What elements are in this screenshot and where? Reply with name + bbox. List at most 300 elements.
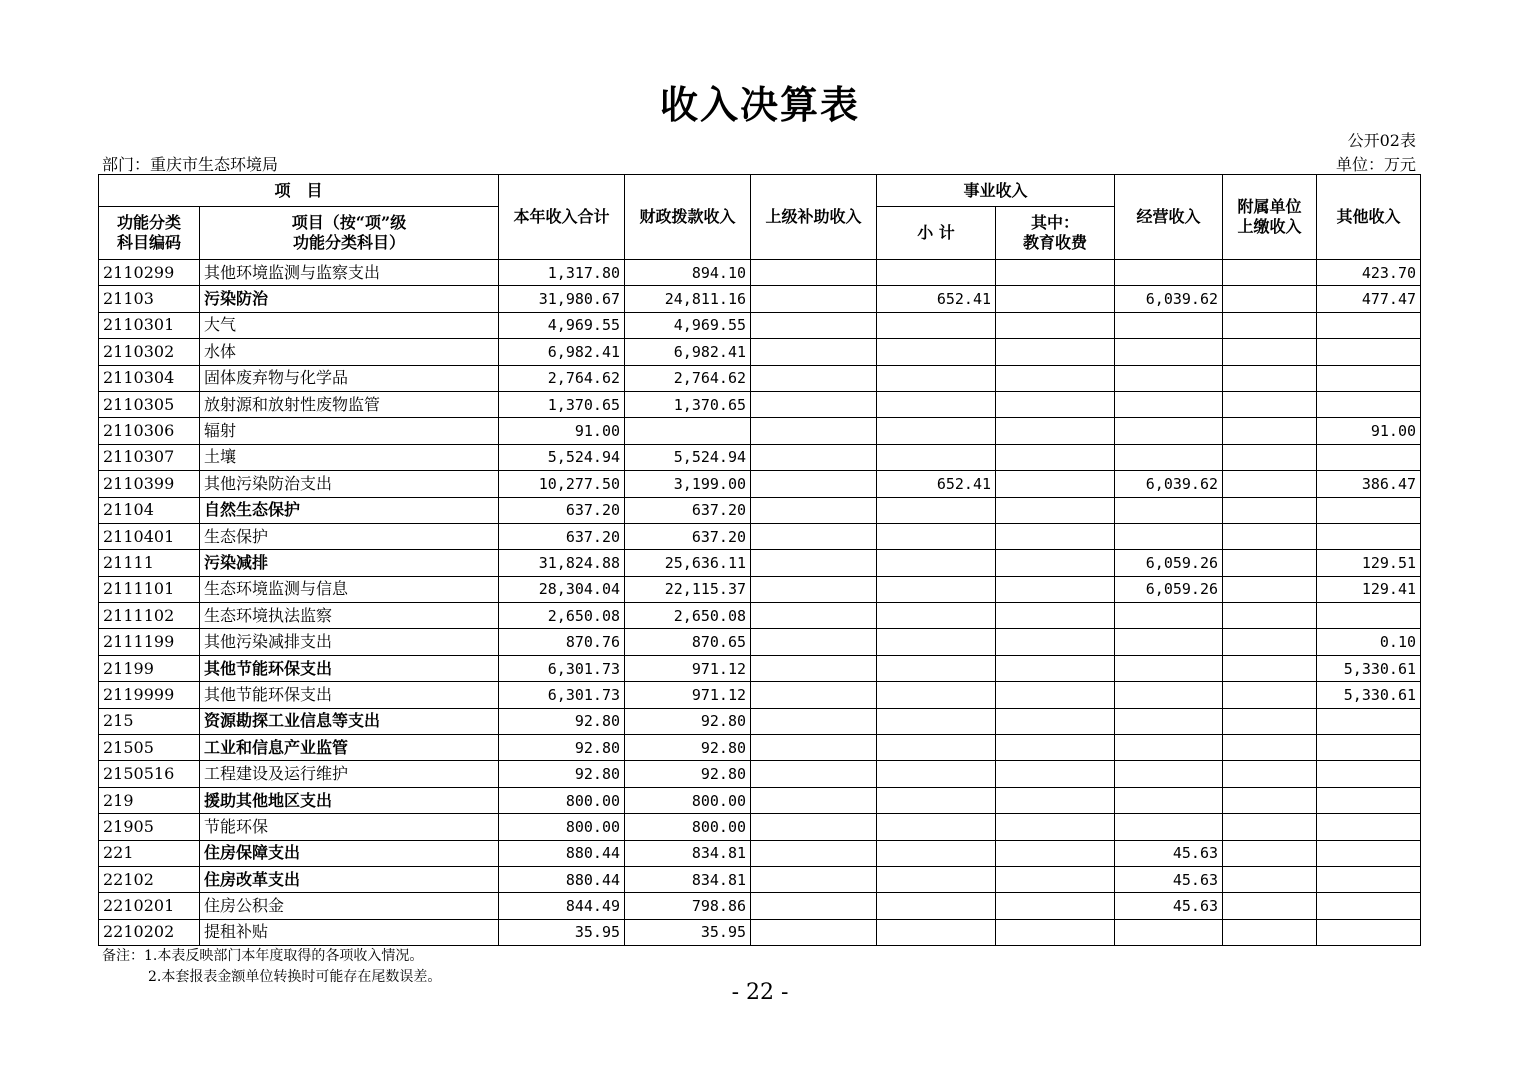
page-number: - 22 - xyxy=(731,980,789,1005)
cell-business: 45.63 xyxy=(1115,893,1223,919)
cell-subtotal xyxy=(877,391,996,417)
cell-code: 21505 xyxy=(99,735,200,761)
cell-superior xyxy=(751,655,877,681)
cell-name: 生态环境执法监察 xyxy=(200,603,499,629)
cell-other xyxy=(1317,787,1421,813)
cell-business xyxy=(1115,603,1223,629)
cell-edu-fee xyxy=(996,629,1115,655)
cell-edu-fee xyxy=(996,312,1115,338)
cell-name: 其他节能环保支出 xyxy=(200,682,499,708)
cell-superior xyxy=(751,523,877,549)
cell-fiscal: 971.12 xyxy=(625,682,751,708)
cell-total: 637.20 xyxy=(499,497,625,523)
cell-other: 477.47 xyxy=(1317,286,1421,312)
cell-name: 住房保障支出 xyxy=(200,840,499,866)
cell-total: 6,982.41 xyxy=(499,339,625,365)
table-row xyxy=(99,471,1421,497)
cell-other: 5,330.61 xyxy=(1317,655,1421,681)
cell-name: 援助其他地区支出 xyxy=(200,787,499,813)
table-row xyxy=(99,893,1421,919)
cell-name: 土壤 xyxy=(200,444,499,470)
cell-affiliated xyxy=(1223,391,1317,417)
cell-superior xyxy=(751,365,877,391)
cell-code: 2110302 xyxy=(99,339,200,365)
cell-superior xyxy=(751,761,877,787)
cell-code: 21103 xyxy=(99,286,200,312)
cell-superior xyxy=(751,893,877,919)
table-row xyxy=(99,682,1421,708)
cell-total: 6,301.73 xyxy=(499,655,625,681)
cell-other xyxy=(1317,497,1421,523)
cell-fiscal: 92.80 xyxy=(625,735,751,761)
table-row xyxy=(99,708,1421,734)
cell-name: 辐射 xyxy=(200,418,499,444)
cell-affiliated xyxy=(1223,919,1317,945)
header-func-code: 功能分类 科目编码 xyxy=(99,207,200,260)
cell-subtotal xyxy=(877,550,996,576)
table-row xyxy=(99,312,1421,338)
cell-code: 2110305 xyxy=(99,391,200,417)
cell-subtotal xyxy=(877,735,996,761)
cell-other xyxy=(1317,391,1421,417)
cell-edu-fee xyxy=(996,893,1115,919)
cell-total: 2,650.08 xyxy=(499,603,625,629)
cell-edu-fee xyxy=(996,735,1115,761)
header-other: 其他收入 xyxy=(1317,175,1421,260)
cell-code: 2119999 xyxy=(99,682,200,708)
cell-code: 22102 xyxy=(99,866,200,892)
cell-edu-fee xyxy=(996,339,1115,365)
cell-edu-fee xyxy=(996,840,1115,866)
cell-total: 5,524.94 xyxy=(499,444,625,470)
cell-fiscal: 971.12 xyxy=(625,655,751,681)
cell-business xyxy=(1115,735,1223,761)
cell-total: 800.00 xyxy=(499,814,625,840)
cell-edu-fee xyxy=(996,365,1115,391)
cell-superior xyxy=(751,787,877,813)
cell-name: 其他污染防治支出 xyxy=(200,471,499,497)
cell-code: 21905 xyxy=(99,814,200,840)
cell-fiscal: 2,650.08 xyxy=(625,603,751,629)
cell-total: 31,824.88 xyxy=(499,550,625,576)
cell-name: 污染减排 xyxy=(200,550,499,576)
cell-edu-fee xyxy=(996,814,1115,840)
cell-fiscal: 5,524.94 xyxy=(625,444,751,470)
cell-name: 住房公积金 xyxy=(200,893,499,919)
cell-business: 6,039.62 xyxy=(1115,471,1223,497)
cell-total: 844.49 xyxy=(499,893,625,919)
cell-superior xyxy=(751,576,877,602)
cell-name: 生态环境监测与信息 xyxy=(200,576,499,602)
cell-affiliated xyxy=(1223,787,1317,813)
cell-edu-fee xyxy=(996,286,1115,312)
cell-affiliated xyxy=(1223,603,1317,629)
cell-name: 固体废弃物与化学品 xyxy=(200,365,499,391)
cell-superior xyxy=(751,814,877,840)
cell-edu-fee xyxy=(996,708,1115,734)
cell-affiliated xyxy=(1223,286,1317,312)
table-row xyxy=(99,339,1421,365)
cell-edu-fee xyxy=(996,260,1115,286)
cell-affiliated xyxy=(1223,629,1317,655)
cell-edu-fee xyxy=(996,550,1115,576)
cell-subtotal xyxy=(877,866,996,892)
cell-superior xyxy=(751,919,877,945)
cell-name: 提租补贴 xyxy=(200,919,499,945)
cell-total: 880.44 xyxy=(499,840,625,866)
cell-business xyxy=(1115,814,1223,840)
cell-superior xyxy=(751,286,877,312)
cell-code: 2111199 xyxy=(99,629,200,655)
cell-other xyxy=(1317,603,1421,629)
cell-edu-fee xyxy=(996,444,1115,470)
cell-code: 2110301 xyxy=(99,312,200,338)
cell-total: 880.44 xyxy=(499,866,625,892)
cell-name: 其他节能环保支出 xyxy=(200,655,499,681)
form-code: 公开02表 xyxy=(1347,131,1416,150)
cell-name: 其他污染减排支出 xyxy=(200,629,499,655)
cell-affiliated xyxy=(1223,682,1317,708)
cell-name: 节能环保 xyxy=(200,814,499,840)
header-superior: 上级补助收入 xyxy=(751,175,877,260)
cell-other xyxy=(1317,708,1421,734)
cell-affiliated xyxy=(1223,339,1317,365)
cell-code: 2210201 xyxy=(99,893,200,919)
cell-superior xyxy=(751,708,877,734)
cell-other: 386.47 xyxy=(1317,471,1421,497)
cell-superior xyxy=(751,444,877,470)
cell-subtotal xyxy=(877,629,996,655)
cell-total: 637.20 xyxy=(499,523,625,549)
table-row xyxy=(99,787,1421,813)
page-title: 收入决算表 xyxy=(659,82,860,127)
cell-affiliated xyxy=(1223,893,1317,919)
cell-other: 0.10 xyxy=(1317,629,1421,655)
cell-edu-fee xyxy=(996,682,1115,708)
cell-fiscal: 798.86 xyxy=(625,893,751,919)
cell-total: 92.80 xyxy=(499,735,625,761)
cell-business xyxy=(1115,418,1223,444)
cell-other xyxy=(1317,866,1421,892)
cell-superior xyxy=(751,312,877,338)
cell-other xyxy=(1317,735,1421,761)
cell-edu-fee xyxy=(996,787,1115,813)
cell-other xyxy=(1317,312,1421,338)
cell-code: 221 xyxy=(99,840,200,866)
cell-fiscal: 894.10 xyxy=(625,260,751,286)
cell-name: 生态保护 xyxy=(200,523,499,549)
cell-affiliated xyxy=(1223,840,1317,866)
cell-edu-fee xyxy=(996,418,1115,444)
header-subtotal: 小 计 xyxy=(877,207,996,260)
cell-subtotal xyxy=(877,787,996,813)
cell-code: 2111101 xyxy=(99,576,200,602)
header-edu-fee: 其中： 教育收费 xyxy=(996,207,1115,260)
cell-superior xyxy=(751,471,877,497)
table-row xyxy=(99,365,1421,391)
cell-code: 215 xyxy=(99,708,200,734)
table-row xyxy=(99,735,1421,761)
cell-affiliated xyxy=(1223,260,1317,286)
cell-edu-fee xyxy=(996,497,1115,523)
table-row xyxy=(99,576,1421,602)
cell-code: 21111 xyxy=(99,550,200,576)
cell-edu-fee xyxy=(996,523,1115,549)
cell-business: 6,039.62 xyxy=(1115,286,1223,312)
cell-superior xyxy=(751,603,877,629)
table-row xyxy=(99,761,1421,787)
cell-edu-fee xyxy=(996,603,1115,629)
header-career: 事业收入 xyxy=(877,175,1115,207)
cell-edu-fee xyxy=(996,655,1115,681)
cell-fiscal: 6,982.41 xyxy=(625,339,751,365)
cell-affiliated xyxy=(1223,523,1317,549)
cell-business xyxy=(1115,655,1223,681)
cell-affiliated xyxy=(1223,497,1317,523)
cell-edu-fee xyxy=(996,761,1115,787)
table-row xyxy=(99,550,1421,576)
cell-affiliated xyxy=(1223,471,1317,497)
cell-business xyxy=(1115,497,1223,523)
note-1: 备注：1.本表反映部门本年度取得的各项收入情况。 xyxy=(102,948,424,964)
cell-code: 2110304 xyxy=(99,365,200,391)
cell-affiliated xyxy=(1223,550,1317,576)
cell-total: 870.76 xyxy=(499,629,625,655)
cell-name: 自然生态保护 xyxy=(200,497,499,523)
cell-other: 129.41 xyxy=(1317,576,1421,602)
table-row xyxy=(99,391,1421,417)
cell-total: 6,301.73 xyxy=(499,682,625,708)
cell-other xyxy=(1317,840,1421,866)
cell-other xyxy=(1317,444,1421,470)
cell-affiliated xyxy=(1223,814,1317,840)
cell-code: 21199 xyxy=(99,655,200,681)
cell-affiliated xyxy=(1223,312,1317,338)
cell-subtotal xyxy=(877,840,996,866)
cell-fiscal: 25,636.11 xyxy=(625,550,751,576)
cell-code: 2110399 xyxy=(99,471,200,497)
table-row xyxy=(99,603,1421,629)
table-row xyxy=(99,497,1421,523)
cell-subtotal xyxy=(877,365,996,391)
cell-fiscal: 637.20 xyxy=(625,523,751,549)
cell-total: 1,317.80 xyxy=(499,260,625,286)
table-row xyxy=(99,629,1421,655)
cell-subtotal xyxy=(877,919,996,945)
cell-superior xyxy=(751,391,877,417)
cell-superior xyxy=(751,682,877,708)
table-row xyxy=(99,260,1421,286)
cell-affiliated xyxy=(1223,365,1317,391)
table-row xyxy=(99,523,1421,549)
cell-code: 21104 xyxy=(99,497,200,523)
cell-code: 219 xyxy=(99,787,200,813)
department-label: 部门：重庆市生态环境局 xyxy=(102,155,279,174)
table-row xyxy=(99,919,1421,945)
cell-subtotal xyxy=(877,523,996,549)
header-total: 本年收入合计 xyxy=(499,175,625,260)
cell-other xyxy=(1317,814,1421,840)
cell-superior xyxy=(751,260,877,286)
cell-fiscal: 24,811.16 xyxy=(625,286,751,312)
cell-fiscal: 800.00 xyxy=(625,787,751,813)
cell-fiscal: 834.81 xyxy=(625,840,751,866)
cell-name: 工程建设及运行维护 xyxy=(200,761,499,787)
cell-total: 800.00 xyxy=(499,787,625,813)
cell-name: 其他环境监测与监察支出 xyxy=(200,260,499,286)
cell-total: 28,304.04 xyxy=(499,576,625,602)
cell-edu-fee xyxy=(996,866,1115,892)
cell-other xyxy=(1317,339,1421,365)
cell-business: 45.63 xyxy=(1115,866,1223,892)
cell-fiscal: 870.65 xyxy=(625,629,751,655)
cell-total: 92.80 xyxy=(499,761,625,787)
cell-subtotal xyxy=(877,655,996,681)
cell-edu-fee xyxy=(996,919,1115,945)
cell-fiscal xyxy=(625,418,751,444)
table-row xyxy=(99,655,1421,681)
cell-other xyxy=(1317,919,1421,945)
note-2: 2.本套报表金额单位转换时可能存在尾数误差。 xyxy=(148,969,442,985)
cell-subtotal xyxy=(877,260,996,286)
cell-code: 2110401 xyxy=(99,523,200,549)
cell-superior xyxy=(751,629,877,655)
table-row xyxy=(99,866,1421,892)
cell-code: 2110307 xyxy=(99,444,200,470)
cell-fiscal: 4,969.55 xyxy=(625,312,751,338)
cell-fiscal: 800.00 xyxy=(625,814,751,840)
cell-superior xyxy=(751,840,877,866)
cell-superior xyxy=(751,339,877,365)
cell-business: 6,059.26 xyxy=(1115,550,1223,576)
cell-business xyxy=(1115,312,1223,338)
cell-code: 2110306 xyxy=(99,418,200,444)
cell-fiscal: 92.80 xyxy=(625,761,751,787)
unit-label: 单位：万元 xyxy=(1335,155,1416,174)
cell-total: 1,370.65 xyxy=(499,391,625,417)
cell-name: 大气 xyxy=(200,312,499,338)
cell-total: 92.80 xyxy=(499,708,625,734)
cell-other: 129.51 xyxy=(1317,550,1421,576)
income-table xyxy=(98,174,1421,946)
cell-affiliated xyxy=(1223,418,1317,444)
cell-business xyxy=(1115,761,1223,787)
header-item-name: 项目（按“项”级 功能分类科目） xyxy=(200,207,499,260)
header-business: 经营收入 xyxy=(1115,175,1223,260)
cell-affiliated xyxy=(1223,866,1317,892)
cell-subtotal xyxy=(877,761,996,787)
cell-name: 工业和信息产业监管 xyxy=(200,735,499,761)
cell-business xyxy=(1115,787,1223,813)
cell-affiliated xyxy=(1223,708,1317,734)
cell-superior xyxy=(751,418,877,444)
cell-business xyxy=(1115,444,1223,470)
cell-name: 水体 xyxy=(200,339,499,365)
cell-subtotal: 652.41 xyxy=(877,286,996,312)
cell-business xyxy=(1115,365,1223,391)
cell-name: 资源勘探工业信息等支出 xyxy=(200,708,499,734)
cell-subtotal xyxy=(877,339,996,365)
table-row xyxy=(99,418,1421,444)
cell-affiliated xyxy=(1223,576,1317,602)
table-row xyxy=(99,444,1421,470)
cell-other xyxy=(1317,893,1421,919)
cell-superior xyxy=(751,550,877,576)
table-row xyxy=(99,814,1421,840)
table-body xyxy=(99,260,1421,946)
cell-fiscal: 2,764.62 xyxy=(625,365,751,391)
cell-business xyxy=(1115,523,1223,549)
cell-other xyxy=(1317,761,1421,787)
cell-edu-fee xyxy=(996,471,1115,497)
cell-fiscal: 1,370.65 xyxy=(625,391,751,417)
cell-code: 2110299 xyxy=(99,260,200,286)
cell-name: 放射源和放射性废物监管 xyxy=(200,391,499,417)
cell-fiscal: 35.95 xyxy=(625,919,751,945)
cell-total: 4,969.55 xyxy=(499,312,625,338)
cell-total: 91.00 xyxy=(499,418,625,444)
cell-name: 污染防治 xyxy=(200,286,499,312)
cell-total: 31,980.67 xyxy=(499,286,625,312)
cell-total: 2,764.62 xyxy=(499,365,625,391)
cell-superior xyxy=(751,735,877,761)
table-row xyxy=(99,840,1421,866)
cell-business xyxy=(1115,708,1223,734)
cell-total: 10,277.50 xyxy=(499,471,625,497)
cell-code: 2150516 xyxy=(99,761,200,787)
cell-total: 35.95 xyxy=(499,919,625,945)
cell-business xyxy=(1115,260,1223,286)
cell-subtotal xyxy=(877,418,996,444)
cell-other xyxy=(1317,365,1421,391)
cell-subtotal xyxy=(877,444,996,470)
cell-business xyxy=(1115,339,1223,365)
cell-code: 2210202 xyxy=(99,919,200,945)
cell-affiliated xyxy=(1223,735,1317,761)
cell-affiliated xyxy=(1223,655,1317,681)
cell-code: 2111102 xyxy=(99,603,200,629)
cell-subtotal xyxy=(877,312,996,338)
cell-business xyxy=(1115,629,1223,655)
cell-business xyxy=(1115,919,1223,945)
cell-other xyxy=(1317,523,1421,549)
cell-name: 住房改革支出 xyxy=(200,866,499,892)
cell-business xyxy=(1115,682,1223,708)
cell-edu-fee xyxy=(996,391,1115,417)
cell-subtotal xyxy=(877,814,996,840)
cell-edu-fee xyxy=(996,576,1115,602)
cell-business: 6,059.26 xyxy=(1115,576,1223,602)
cell-fiscal: 3,199.00 xyxy=(625,471,751,497)
cell-subtotal xyxy=(877,708,996,734)
cell-subtotal xyxy=(877,682,996,708)
cell-subtotal xyxy=(877,893,996,919)
cell-affiliated xyxy=(1223,444,1317,470)
header-item: 项 目 xyxy=(99,175,499,207)
cell-superior xyxy=(751,866,877,892)
cell-subtotal xyxy=(877,497,996,523)
cell-affiliated xyxy=(1223,761,1317,787)
cell-other: 91.00 xyxy=(1317,418,1421,444)
cell-superior xyxy=(751,497,877,523)
cell-other: 5,330.61 xyxy=(1317,682,1421,708)
cell-business xyxy=(1115,391,1223,417)
cell-fiscal: 92.80 xyxy=(625,708,751,734)
cell-subtotal xyxy=(877,603,996,629)
table-row xyxy=(99,286,1421,312)
cell-subtotal xyxy=(877,576,996,602)
cell-fiscal: 22,115.37 xyxy=(625,576,751,602)
